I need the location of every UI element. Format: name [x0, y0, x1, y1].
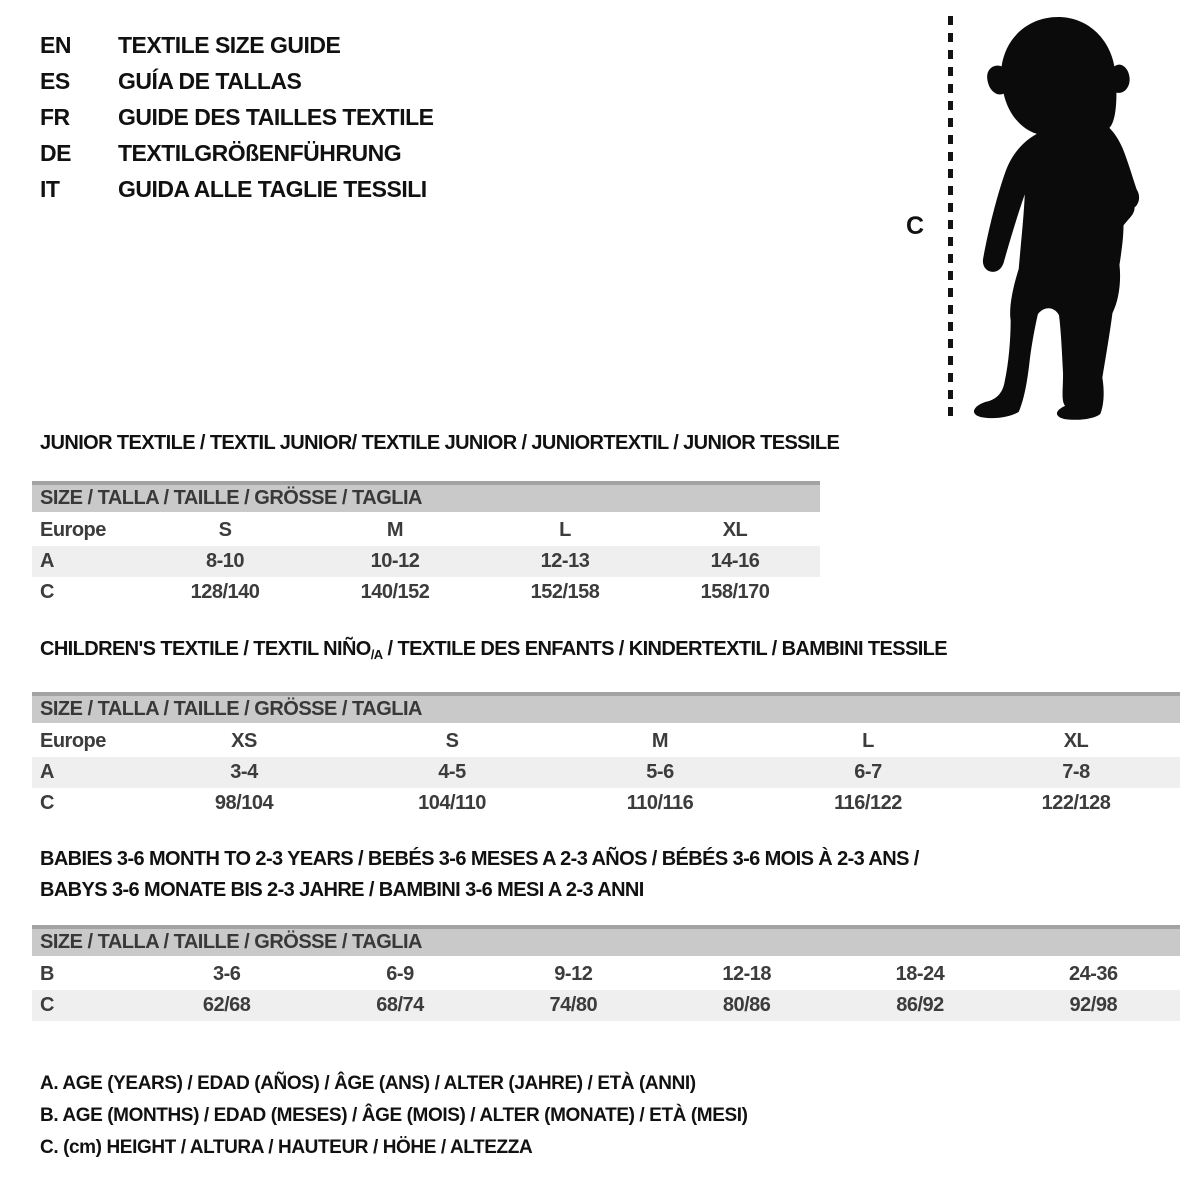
table-cell: 3-4: [230, 761, 258, 783]
toddler-silhouette-icon: [964, 14, 1148, 422]
table-cell: 3-6: [212, 963, 241, 985]
language-code: IT: [40, 175, 60, 202]
language-row: [40, 63, 434, 99]
language-label: GUIDA ALLE TAGLIE TESSILI: [118, 175, 427, 202]
section-title-children-text: CHILDREN'S TEXTILE / TEXTIL NIÑO: [40, 638, 371, 660]
table-cell: XS: [231, 730, 257, 752]
language-row: [40, 135, 434, 171]
table-cell: 12-13: [540, 550, 590, 572]
row-label: C: [40, 581, 54, 603]
section-title-children-subscript: /A: [370, 647, 383, 662]
table-cell: 8-10: [205, 550, 245, 572]
table-cell: 9-12: [554, 963, 593, 985]
table-cell: 14-16: [710, 550, 760, 572]
table-cell: 140/152: [360, 581, 430, 603]
table-cell: 24-36: [1068, 963, 1118, 985]
table-cell: 10-12: [370, 550, 420, 572]
table-cell: 152/158: [530, 581, 600, 603]
row-label: C: [40, 994, 54, 1016]
table-row: [32, 959, 1180, 990]
height-measure-label: C: [906, 212, 925, 240]
row-label: B: [40, 963, 54, 985]
table-row: [32, 577, 820, 608]
table-cell: M: [386, 519, 404, 541]
section-title-children-text-after: / TEXTILE DES ENFANTS / KINDERTEXTIL / BAMBINI TESSILE: [382, 638, 948, 660]
table-row: [32, 546, 820, 577]
table-cell: 116/122: [834, 792, 902, 814]
language-code: EN: [40, 31, 71, 58]
row-label: C: [40, 792, 54, 814]
height-measure-dashed-line: [948, 16, 953, 420]
table-row: [32, 757, 1180, 788]
table-cell: 5-6: [646, 761, 674, 783]
language-code: FR: [40, 103, 70, 130]
row-label: A: [40, 761, 54, 783]
table-row: [32, 990, 1180, 1021]
table-cell: 110/116: [626, 792, 694, 814]
legend-line-age-months: B. AGE (MONTHS) / EDAD (MESES) / ÂGE (MOIS) / ALTER (MONATE) / ETÀ (MESI): [40, 1105, 748, 1126]
section-title-children: [40, 638, 947, 661]
table-row: [32, 726, 1180, 757]
table-cell: XL: [1063, 730, 1089, 752]
table-cell: S: [445, 730, 459, 752]
language-label: TEXTILE SIZE GUIDE: [118, 31, 341, 58]
table-row: [32, 515, 820, 546]
table-size-header: SIZE / TALLA / TAILLE / GRÖSSE / TAGLIA: [32, 481, 820, 512]
table-cell: 12-18: [722, 963, 771, 985]
table-cell: S: [218, 519, 232, 541]
table-cell: 122/128: [1041, 792, 1111, 814]
language-code: DE: [40, 139, 71, 166]
language-label: GUÍA DE TALLAS: [118, 67, 302, 94]
table-cell: M: [651, 730, 669, 752]
language-label: TEXTILGRÖßENFÜHRUNG: [118, 139, 402, 166]
table-cell: 158/170: [700, 581, 770, 603]
table-cell: 62/68: [202, 994, 251, 1016]
table-cell: 80/86: [722, 994, 771, 1016]
table-cell: 92/98: [1069, 994, 1118, 1016]
table-cell: 68/74: [376, 994, 424, 1016]
size-table-children: [32, 692, 1180, 819]
table-cell: 18-24: [895, 963, 945, 985]
table-size-header: SIZE / TALLA / TAILLE / GRÖSSE / TAGLIA: [32, 925, 1180, 956]
toddler-silhouette-path: [974, 17, 1139, 420]
table-cell: 74/80: [549, 994, 598, 1016]
table-cell: 128/140: [190, 581, 260, 603]
table-cell: 104/110: [418, 792, 486, 814]
row-label: A: [40, 550, 54, 572]
table-cell: L: [559, 519, 571, 541]
measurement-legend: [40, 1068, 748, 1164]
legend-line-height: C. (cm) HEIGHT / ALTURA / HAUTEUR / HÖHE / ALTEZZA: [40, 1137, 533, 1158]
row-label: Europe: [40, 730, 106, 752]
table-cell: 6-9: [386, 963, 414, 985]
language-row: [40, 27, 434, 63]
language-label: GUIDE DES TAILLES TEXTILE: [118, 103, 434, 130]
table-cell: 6-7: [854, 761, 882, 783]
section-title-junior: JUNIOR TEXTILE / TEXTIL JUNIOR/ TEXTILE JUNIOR / JUNIORTEXTIL / JUNIOR TESSILE: [40, 432, 840, 454]
language-list: [40, 27, 434, 207]
language-code: ES: [40, 67, 70, 94]
size-table-junior: [32, 481, 820, 608]
table-cell: XL: [722, 519, 748, 541]
language-row: [40, 99, 434, 135]
language-row: [40, 171, 434, 207]
size-table-babies: [32, 925, 1180, 1021]
section-title-babies-line2: BABYS 3-6 MONATE BIS 2-3 JAHRE / BAMBINI 3-6 MESI A 2-3 ANNI: [40, 879, 644, 901]
table-cell: 4-5: [438, 761, 466, 783]
row-label: Europe: [40, 519, 106, 541]
table-cell: L: [862, 730, 874, 752]
table-cell: 86/92: [896, 994, 944, 1016]
table-cell: 7-8: [1062, 761, 1090, 783]
table-cell: 98/104: [214, 792, 274, 814]
section-title-babies-line1: BABIES 3-6 MONTH TO 2-3 YEARS / BEBÉS 3-6 MESES A 2-3 AÑOS / BÉBÉS 3-6 MOIS À 2-3 ANS /: [40, 848, 919, 870]
table-row: [32, 788, 1180, 819]
table-size-header: SIZE / TALLA / TAILLE / GRÖSSE / TAGLIA: [32, 692, 1180, 723]
legend-line-age-years: A. AGE (YEARS) / EDAD (AÑOS) / ÂGE (ANS) / ALTER (JAHRE) / ETÀ (ANNI): [40, 1073, 696, 1094]
